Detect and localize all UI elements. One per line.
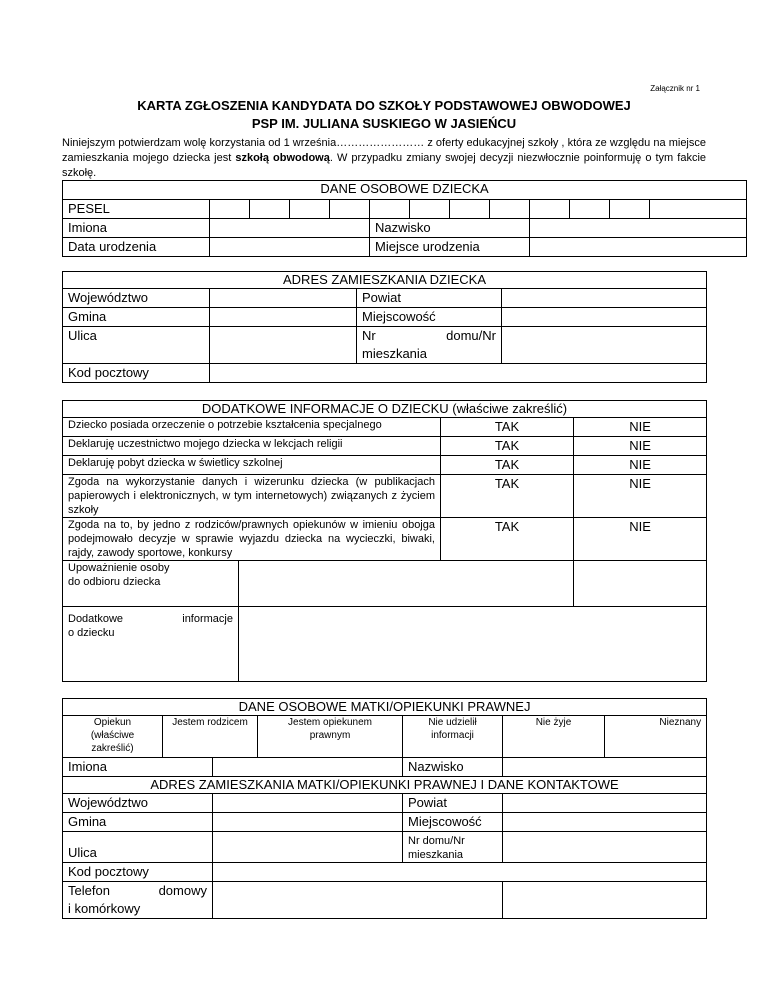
- extra-row-special-needs: Dziecko posiada orzeczenie o potrzebie kształcenia specjalnego: [63, 418, 441, 437]
- guardian-label: Opiekun (właściwe zakreślić): [63, 716, 163, 758]
- additional-info-label: Dodatkowe informacje o dziecku: [63, 607, 239, 682]
- intro-bold: szkołą obwodową: [235, 152, 330, 164]
- form-title: KARTA ZGŁOSZENIA KANDYDATA DO SZKOŁY PODSTAWOWEJ OBWODOWEJ: [137, 98, 631, 113]
- mother-locality-label: Miejscowość: [403, 813, 503, 832]
- pesel-label: PESEL: [63, 200, 210, 219]
- trip-consent-no[interactable]: NIE: [574, 518, 707, 561]
- child-locality-field[interactable]: [502, 308, 707, 327]
- mother-voivodeship-field[interactable]: [213, 794, 403, 813]
- mother-home-phone-field[interactable]: [213, 882, 503, 919]
- pesel-digit-6[interactable]: [410, 200, 450, 219]
- extra-info-table: [62, 400, 707, 682]
- mother-commune-field[interactable]: [213, 813, 403, 832]
- mother-surname-field[interactable]: [503, 758, 707, 777]
- mother-first-names-field[interactable]: [213, 758, 403, 777]
- mother-surname-label: Nazwisko: [403, 758, 503, 777]
- pesel-digit-7[interactable]: [450, 200, 490, 219]
- pesel-digit-8[interactable]: [490, 200, 530, 219]
- option-legal-guardian[interactable]: Jestem opiekunem prawnym: [258, 716, 403, 758]
- school-name: PSP IM. JULIANA SUSKIEGO W JASIEŃCU: [251, 116, 517, 131]
- pesel-digit-4[interactable]: [330, 200, 370, 219]
- extra-row-image-consent: Zgoda na wykorzystanie danych i wizerunku dziecka (w publikacjach papierowych i elektronicznych, w tym internetowych) związanych z życiem szkoły: [63, 475, 441, 518]
- child-postal-code-label: Kod pocztowy: [63, 364, 210, 383]
- special-needs-no[interactable]: NIE: [574, 418, 707, 437]
- religion-yes[interactable]: TAK: [441, 437, 574, 456]
- intro-paragraph: Niniejszym potwierdzam wolę korzystania od 1 września…………………… z oferty edukacyjnej szkoły , która ze względu na miejsce zamieszkania mojego dziecka jest szkołą obwodową. W przypadku zmiany swojej decyzji niezwłocznie poinformuję o tym fakcie szkołę.: [62, 137, 707, 179]
- mother-house-no-label: Nr domu/Nr mieszkania: [403, 832, 503, 863]
- mother-address-header: ADRES ZAMIESZKANIA MATKI/OPIEKUNKI PRAWNEJ I DANE KONTAKTOWE: [63, 777, 707, 794]
- pesel-digit-1[interactable]: [210, 200, 250, 219]
- child-house-no-field[interactable]: [502, 327, 707, 364]
- annex-number: Załącznik nr 1: [650, 84, 700, 93]
- child-first-names-field[interactable]: [210, 219, 370, 238]
- mother-street-label: Ulica: [63, 832, 213, 863]
- religion-no[interactable]: NIE: [574, 437, 707, 456]
- child-commune-field[interactable]: [210, 308, 357, 327]
- child-data-table: [62, 180, 747, 257]
- mother-phone-label: Telefon domowy i komórkowy: [63, 882, 213, 919]
- child-first-names-label: Imiona: [63, 219, 210, 238]
- mother-commune-label: Gmina: [63, 813, 213, 832]
- special-needs-yes[interactable]: TAK: [441, 418, 574, 437]
- pesel-digit-11[interactable]: [610, 200, 650, 219]
- child-voivodeship-field[interactable]: [210, 289, 357, 308]
- authorized-person-field[interactable]: [239, 561, 574, 607]
- extra-info-header: DODATKOWE INFORMACJE O DZIECKU (właściwe zakreślić): [63, 401, 707, 418]
- authorized-person-extra[interactable]: [574, 561, 707, 607]
- pesel-spare: [650, 200, 747, 219]
- child-surname-label: Nazwisko: [370, 219, 530, 238]
- day-room-no[interactable]: NIE: [574, 456, 707, 475]
- child-house-no-label: Nr domu/Nr mieszkania: [357, 327, 502, 364]
- option-deceased[interactable]: Nie żyje: [503, 716, 605, 758]
- child-street-field[interactable]: [210, 327, 357, 364]
- child-street-label: Ulica: [63, 327, 210, 364]
- child-birth-date-field[interactable]: [210, 238, 370, 257]
- mother-first-names-label: Imiona: [63, 758, 213, 777]
- trip-consent-yes[interactable]: TAK: [441, 518, 574, 561]
- mother-house-no-field[interactable]: [503, 832, 707, 863]
- mother-locality-field[interactable]: [503, 813, 707, 832]
- pesel-digit-2[interactable]: [250, 200, 290, 219]
- image-consent-no[interactable]: NIE: [574, 475, 707, 518]
- mother-mobile-phone-field[interactable]: [503, 882, 707, 919]
- mother-voivodeship-label: Województwo: [63, 794, 213, 813]
- image-consent-yes[interactable]: TAK: [441, 475, 574, 518]
- child-birth-date-label: Data urodzenia: [63, 238, 210, 257]
- extra-row-religion: Deklaruję uczestnictwo mojego dziecka w lekcjach religii: [63, 437, 441, 456]
- child-district-label: Powiat: [357, 289, 502, 308]
- child-postal-code-field[interactable]: [210, 364, 707, 383]
- child-address-header: ADRES ZAMIESZKANIA DZIECKA: [63, 272, 707, 289]
- option-parent[interactable]: Jestem rodzicem: [163, 716, 258, 758]
- mother-district-field[interactable]: [503, 794, 707, 813]
- pesel-digit-3[interactable]: [290, 200, 330, 219]
- day-room-yes[interactable]: TAK: [441, 456, 574, 475]
- child-birth-place-field[interactable]: [530, 238, 747, 257]
- mother-table: [62, 698, 707, 919]
- option-no-info[interactable]: Nie udzielił informacji: [403, 716, 503, 758]
- mother-postal-code-label: Kod pocztowy: [63, 863, 213, 882]
- pesel-digit-5[interactable]: [370, 200, 410, 219]
- extra-row-day-room: Deklaruję pobyt dziecka w świetlicy szkolnej: [63, 456, 441, 475]
- mother-district-label: Powiat: [403, 794, 503, 813]
- extra-row-trip-consent: Zgoda na to, by jedno z rodziców/prawnych opiekunów w imieniu obojga podejmowało decyzje w sprawie wyjazdu dziecka na wycieczki, biwaki, rajdy, zawody sportowe, konkursy: [63, 518, 441, 561]
- child-locality-label: Miejscowość: [357, 308, 502, 327]
- child-commune-label: Gmina: [63, 308, 210, 327]
- child-data-header: DANE OSOBOWE DZIECKA: [63, 181, 747, 200]
- child-birth-place-label: Miejsce urodzenia: [370, 238, 530, 257]
- child-voivodeship-label: Województwo: [63, 289, 210, 308]
- option-unknown[interactable]: Nieznany: [605, 716, 707, 758]
- child-surname-field[interactable]: [530, 219, 747, 238]
- child-district-field[interactable]: [502, 289, 707, 308]
- authorized-person-label: Upoważnienie osoby do odbioru dziecka: [63, 561, 239, 607]
- mother-street-field[interactable]: [213, 832, 403, 863]
- mother-header: DANE OSOBOWE MATKI/OPIEKUNKI PRAWNEJ: [63, 699, 707, 716]
- additional-info-field[interactable]: [239, 607, 707, 682]
- child-address-table: [62, 271, 707, 383]
- pesel-digit-9[interactable]: [530, 200, 570, 219]
- mother-postal-code-field[interactable]: [213, 863, 707, 882]
- pesel-digit-10[interactable]: [570, 200, 610, 219]
